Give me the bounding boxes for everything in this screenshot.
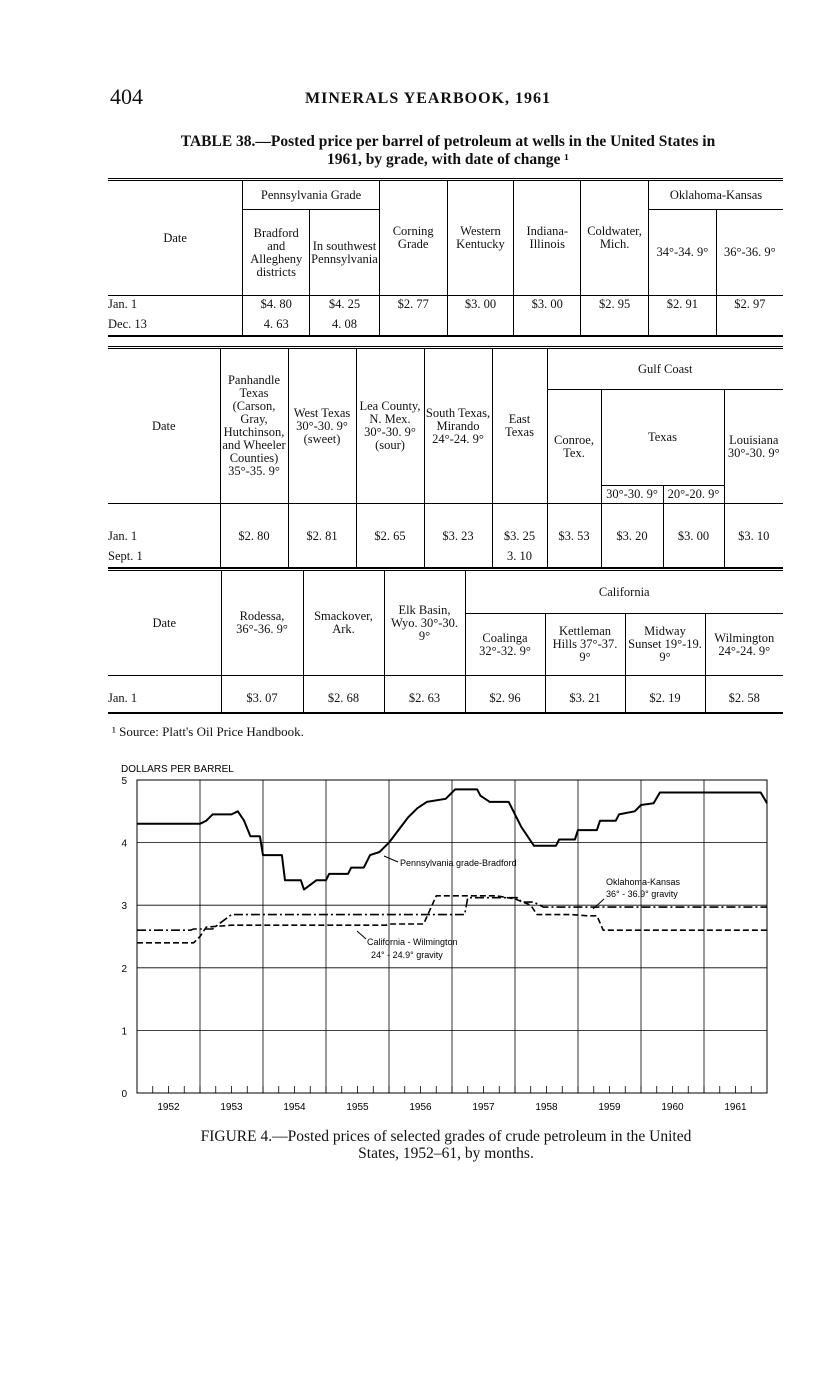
cell (356, 545, 424, 568)
y-tick-label: 0 (121, 1089, 127, 1100)
cell: $2. 97 (734, 297, 766, 311)
cell: $2. 65 (356, 504, 424, 546)
chart-annotations (357, 856, 681, 960)
x-tick-label: 1954 (283, 1102, 306, 1113)
cell (663, 545, 724, 568)
row-date: Sept. 1 (108, 545, 220, 568)
p3-date-header: Date (108, 570, 221, 676)
p2-east-texas: East Texas (492, 348, 547, 504)
cell (601, 545, 663, 568)
p2-date-header: Date (108, 348, 220, 504)
p3-elk: Elk Basin, Wyo. 30°-30. 9° (384, 570, 465, 676)
table-footnote: ¹ Source: Platt's Oil Price Handbook. (112, 724, 304, 739)
y-tick-label: 1 (121, 1026, 127, 1038)
cell: $3. 21 (545, 676, 625, 714)
p3-cal-group: California (465, 570, 783, 614)
y-tick-label: 4 (121, 838, 127, 850)
p2-louisiana: Louisiana 30°-30. 9° (724, 390, 783, 504)
cell (649, 313, 717, 336)
cell: $2. 58 (728, 690, 760, 705)
p1-ind-ill: Indiana-Illinois (514, 180, 581, 296)
p2-lea: Lea County, N. Mex. 30°-30. 9° (sour) (356, 348, 424, 504)
y-tick-label: 5 (121, 776, 127, 787)
p1-ok-1: 34°-34. 9° (649, 210, 717, 296)
p2-conroe: Conroe, Tex. (547, 390, 601, 504)
y-tick-label: 3 (121, 901, 127, 913)
figure-caption-line-1: FIGURE 4.—Posted prices of selected grades of crude petroleum in the United (200, 1128, 692, 1145)
p2-panhandle: Panhandle Texas (Carson, Gray, Hutchinson, and Wheeler Counties) 35°-35. 9° (220, 348, 288, 504)
p1-sw-penn: In southwest Pennsylvania (310, 210, 380, 296)
x-tick-label: 1952 (157, 1102, 180, 1113)
x-tick-labels (157, 1102, 747, 1113)
p1-w-kentucky: Western Kentucky (447, 180, 514, 296)
price-chart (100, 756, 790, 1118)
x-tick-label: 1961 (724, 1102, 747, 1113)
table-caption-line-2: 1961, by grade, with date of change ¹ (327, 151, 569, 168)
cell (514, 313, 581, 336)
cell (547, 545, 601, 568)
x-tick-label: 1957 (472, 1102, 495, 1113)
cell: $3. 00 (514, 296, 581, 314)
table-row (108, 296, 783, 314)
cell: 4. 63 (243, 313, 310, 336)
p3-kettleman: Kettleman Hills 37°-37. 9° (545, 614, 625, 676)
p2-texas-group: Texas (601, 390, 724, 486)
cell (581, 313, 649, 336)
cell: $2. 91 (649, 296, 717, 314)
cell: $3. 23 (424, 504, 492, 546)
california-leader (357, 931, 366, 939)
y-axis-label: DOLLARS PER BARREL (121, 764, 234, 775)
cell (424, 545, 492, 568)
cell: $4. 80 (243, 296, 310, 314)
cell: $2. 68 (303, 676, 384, 714)
cell: $3. 25 (492, 504, 547, 546)
x-tick-label: 1959 (598, 1102, 621, 1113)
p2-tx-2: 20°-20. 9° (663, 486, 724, 504)
p3-smackover: Smackover, Ark. (303, 570, 384, 676)
cell: $2. 19 (625, 676, 705, 714)
cell: $3. 10 (738, 529, 770, 543)
x-tick-label: 1960 (661, 1102, 684, 1113)
y-tick-label: 2 (121, 963, 127, 975)
cell: $2. 95 (581, 296, 649, 314)
table-caption (108, 133, 788, 169)
page-number: 404 (110, 84, 143, 109)
table-row (108, 545, 783, 568)
p2-west-texas: West Texas 30°-30. 9° (sweet) (288, 348, 356, 504)
cell: $3. 00 (663, 504, 724, 546)
row-date: Dec. 13 (108, 313, 243, 336)
figure-caption-line-2: States, 1952–61, by months. (358, 1145, 534, 1162)
table-row (108, 676, 783, 714)
cell: $2. 63 (384, 676, 465, 714)
table-caption-line-1: TABLE 38.—Posted price per barrel of petroleum at wells in the United States in (180, 133, 716, 150)
cell (716, 313, 783, 336)
x-tick-label: 1958 (535, 1102, 558, 1113)
p3-coalinga: Coalinga 32°-32. 9° (465, 614, 545, 676)
cell (220, 545, 288, 568)
table-panel-3 (108, 568, 783, 714)
annotation-pennsylvania: Pennsylvania grade-Bradford (400, 858, 517, 868)
annotation-oklahoma-2: 36° - 36.9° gravity (606, 889, 678, 899)
x-tick-label: 1956 (409, 1102, 432, 1113)
figure-caption (110, 1128, 782, 1162)
row-date: Jan. 1 (108, 504, 220, 546)
cell: 4. 08 (310, 313, 380, 336)
row-date: Jan. 1 (108, 676, 221, 714)
cell (447, 313, 514, 336)
annotation-california-1: California - Wilmington (367, 937, 458, 947)
p1-bradford: Bradford and Allegheny districts (243, 210, 310, 296)
penn-leader (384, 856, 398, 862)
p2-south-texas: South Texas, Mirando 24°-24. 9° (424, 348, 492, 504)
y-tick-labels (121, 776, 127, 1100)
cell: $3. 00 (447, 296, 514, 314)
p1-coldwater: Coldwater, Mich. (581, 180, 649, 296)
running-title: MINERALS YEARBOOK, 1961 (305, 90, 551, 107)
cell: $3. 07 (221, 676, 303, 714)
p3-wilmington: Wilmington 24°-24. 9° (705, 614, 783, 676)
table-panel-2 (108, 346, 783, 569)
cell (288, 545, 356, 568)
cell: $4. 25 (310, 296, 380, 314)
table-panel-1 (108, 178, 783, 337)
p1-penn-group: Pennsylvania Grade (243, 180, 380, 210)
table-row (108, 504, 783, 546)
p2-gulf-group: Gulf Coast (547, 348, 783, 390)
cell: $2. 81 (288, 504, 356, 546)
p1-ok-2: 36°-36. 9° (716, 210, 783, 296)
row-date: Jan. 1 (108, 296, 243, 314)
p1-ok-group: Oklahoma-Kansas (649, 180, 783, 210)
cell: $2. 96 (465, 676, 545, 714)
cell: $2. 77 (379, 296, 447, 314)
cell (379, 313, 447, 336)
x-tick-label: 1953 (220, 1102, 243, 1113)
cell (724, 545, 783, 568)
cell: 3. 10 (492, 545, 547, 568)
p3-rodessa: Rodessa, 36°-36. 9° (221, 570, 303, 676)
cell: $3. 20 (601, 504, 663, 546)
cell: $2. 80 (220, 504, 288, 546)
p1-corning: Corning Grade (379, 180, 447, 296)
p1-date-header: Date (108, 180, 243, 296)
annotation-california-2: 24° - 24.9° gravity (371, 950, 443, 960)
table-row (108, 313, 783, 336)
p2-tx-1: 30°-30. 9° (601, 486, 663, 504)
x-tick-label: 1955 (346, 1102, 369, 1113)
p3-midway: Midway Sunset 19°-19. 9° (625, 614, 705, 676)
annotation-oklahoma-1: Oklahoma-Kansas (606, 877, 681, 887)
cell: $3. 53 (547, 504, 601, 546)
